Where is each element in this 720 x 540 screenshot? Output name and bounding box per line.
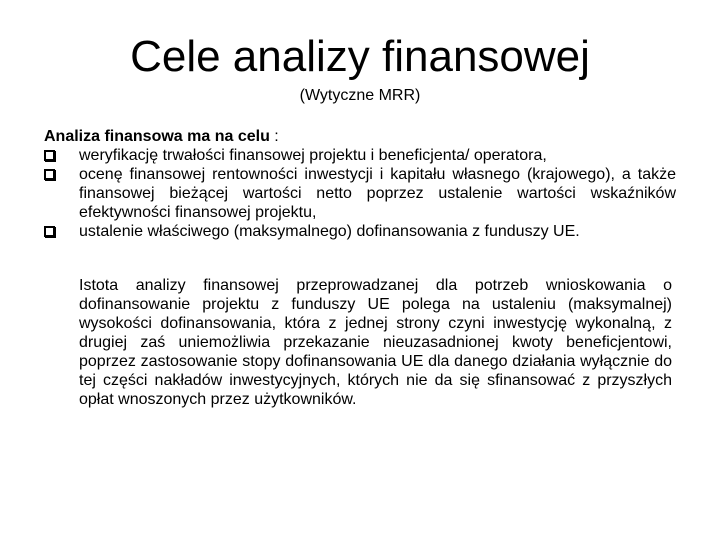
slide-subtitle: (Wytyczne MRR) <box>299 87 421 104</box>
bullet-list <box>44 146 676 241</box>
intro-bold-text: Analiza finansowa ma na celu <box>44 128 270 145</box>
bullet-text: ocenę finansowej rentowności inwestycji i kapitału własnego (krajowego), a także finansowej bieżącej wartości netto poprzez ustalenie wartości wskaźników efektywności finansowej projektu, <box>79 166 676 221</box>
intro-colon: : <box>269 128 279 145</box>
checkbox-bullet-icon <box>44 150 55 161</box>
bullet-text: weryfikację trwałości finansowej projektu i beneficjenta/ operatora, <box>79 147 547 164</box>
list-item <box>44 222 676 241</box>
checkbox-bullet-icon <box>44 226 55 237</box>
list-item <box>44 146 676 165</box>
list-item <box>44 165 676 222</box>
checkbox-bullet-icon <box>44 169 55 180</box>
intro-line <box>44 127 279 146</box>
bullet-text: ustalenie właściwego (maksymalnego) dofinansowania z funduszy UE. <box>79 223 580 240</box>
body-paragraph: Istota analizy finansowej przeprowadzanej dla potrzeb wnioskowania o dofinansowanie projektu z funduszy UE polega na ustaleniu (maksymalnej) wysokości dofinansowania, która z jednej strony czyni inwestycję wykonalną, z drugiej zaś uniemożliwia przekazanie nieuzasadnionej kwoty beneficjentowi, poprzez zastosowanie stopy dofinansowania UE dla danego działania wyłącznie do tej części nakładów inwestycyjnych, których nie da się sfinansować z przyszłych opłat wnoszonych przez użytkowników. <box>79 277 672 408</box>
slide-title: Cele analizy finansowej <box>130 32 590 81</box>
